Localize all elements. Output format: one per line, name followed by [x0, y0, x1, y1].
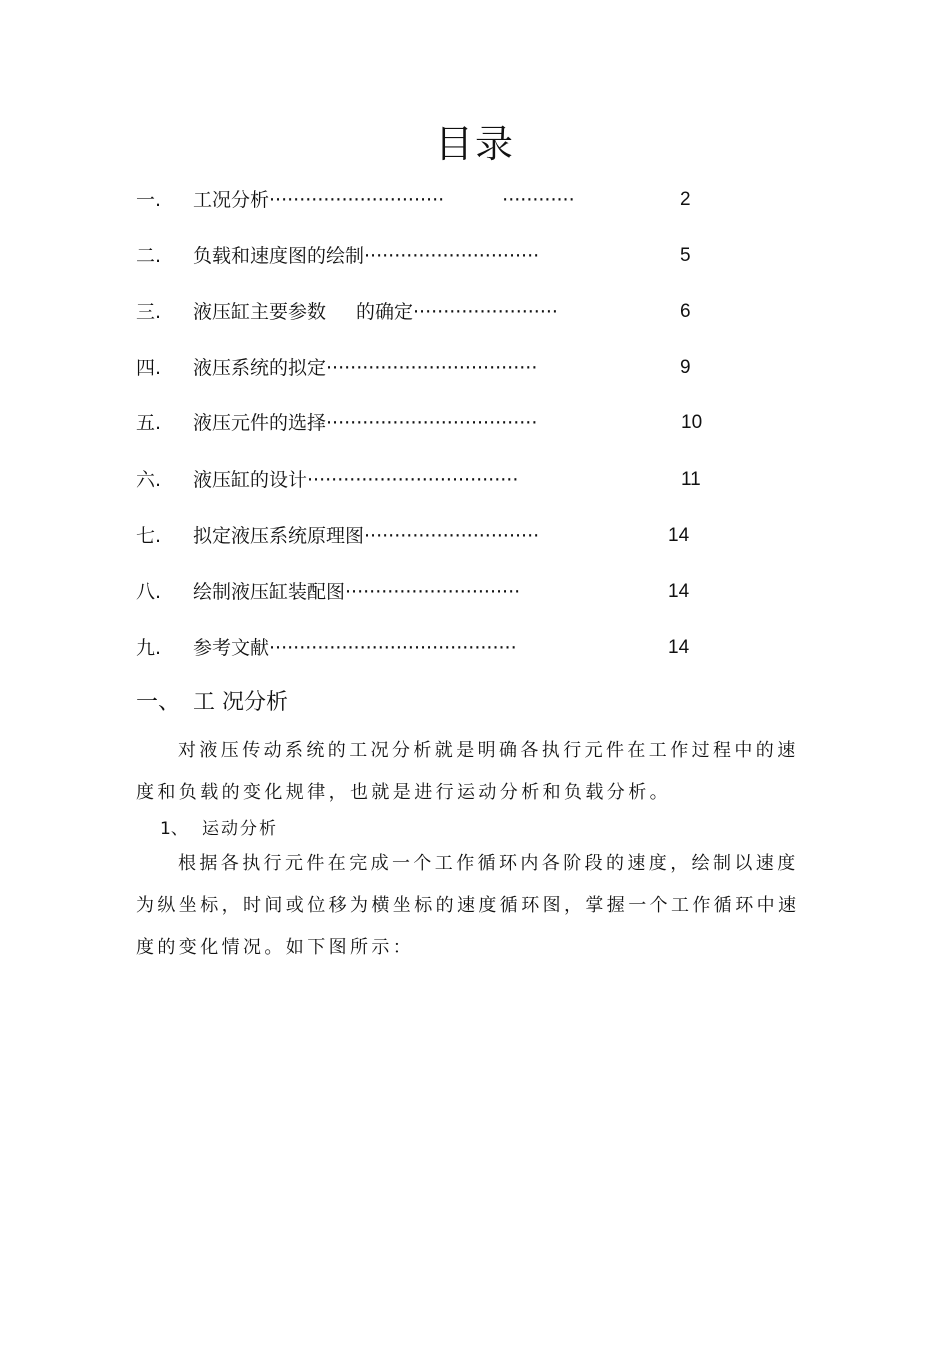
subsection-title: 运动分析 — [202, 819, 278, 839]
toc-entry[interactable] — [0, 408, 950, 438]
toc-entry[interactable] — [0, 577, 950, 607]
toc-entry-page: 6 — [680, 301, 691, 322]
toc-entry-page: 10 — [681, 412, 703, 433]
toc-entry[interactable] — [0, 185, 950, 215]
toc-entry-title: 绘制液压缸装配图····························· — [193, 581, 521, 603]
toc-entry[interactable] — [0, 353, 950, 383]
toc-entry-leader: ············ — [502, 189, 575, 211]
toc-entry-number: 三. — [136, 301, 162, 323]
toc-entry[interactable] — [0, 633, 950, 663]
section-number: 一、 — [136, 690, 181, 715]
toc-entry-title-continued: 的确定························ — [356, 301, 558, 323]
toc-entry-number: 四. — [136, 357, 162, 379]
toc-entry-page: 14 — [668, 581, 690, 602]
toc-entry-number: 九. — [136, 637, 162, 659]
toc-entry-number: 二. — [136, 245, 162, 267]
toc-entry-title: 负载和速度图的绘制····························· — [193, 245, 540, 267]
toc-entry-page: 11 — [681, 469, 701, 490]
toc-entry-title: 液压缸的设计··································· — [193, 469, 519, 491]
paragraph-line: 度和负载的变化规律，也就是进行运动分析和负载分析。 — [136, 782, 671, 803]
toc-entry-page: 2 — [680, 189, 691, 210]
toc-entry-title: 参考文献········································· — [193, 637, 517, 659]
section-title: 工 况分析 — [193, 690, 288, 715]
toc-title: 目录 — [434, 122, 515, 166]
toc-entry[interactable] — [0, 465, 950, 495]
paragraph-line: 度的变化情况。如下图所示： — [136, 937, 415, 958]
paragraph-line: 对液压传动系统的工况分析就是明确各执行元件在工作过程中的速 — [178, 740, 799, 761]
toc-entry[interactable] — [0, 241, 950, 271]
toc-entry-page: 14 — [668, 525, 690, 546]
paragraph — [136, 730, 808, 814]
paragraph-line: 根据各执行元件在完成一个工作循环内各阶段的速度，绘制以速度 — [178, 853, 799, 874]
toc-entry-page: 9 — [680, 357, 691, 378]
toc-entry-title: 液压系统的拟定··································· — [193, 357, 538, 379]
subsection-number: 1、 — [160, 819, 188, 839]
section-heading — [136, 688, 288, 718]
paragraph-line: 为纵坐标，时间或位移为横坐标的速度循环图，掌握一个工作循环中速 — [136, 895, 800, 916]
toc-entry-title: 液压缸主要参数 — [193, 301, 327, 323]
toc-entry-title: 液压元件的选择··································· — [193, 412, 538, 434]
toc-entry-text — [193, 185, 575, 215]
toc-entry-text — [193, 297, 558, 327]
toc-entry-number: 六. — [136, 469, 162, 491]
toc-entry-title: 拟定液压系统原理图····························· — [193, 525, 540, 547]
toc-entry-number: 一. — [136, 189, 162, 211]
toc-entry[interactable] — [0, 521, 950, 551]
toc-entry-number: 五. — [136, 412, 162, 434]
toc-entry-number: 七. — [136, 525, 162, 547]
paragraph — [136, 843, 808, 969]
toc-entry-page: 5 — [680, 245, 691, 266]
toc-entry-page: 14 — [668, 637, 690, 658]
toc-entry[interactable] — [0, 297, 950, 327]
toc-entry-title: 工况分析····························· — [193, 189, 445, 211]
toc-entry-number: 八. — [136, 581, 162, 603]
subsection-heading — [160, 815, 278, 843]
